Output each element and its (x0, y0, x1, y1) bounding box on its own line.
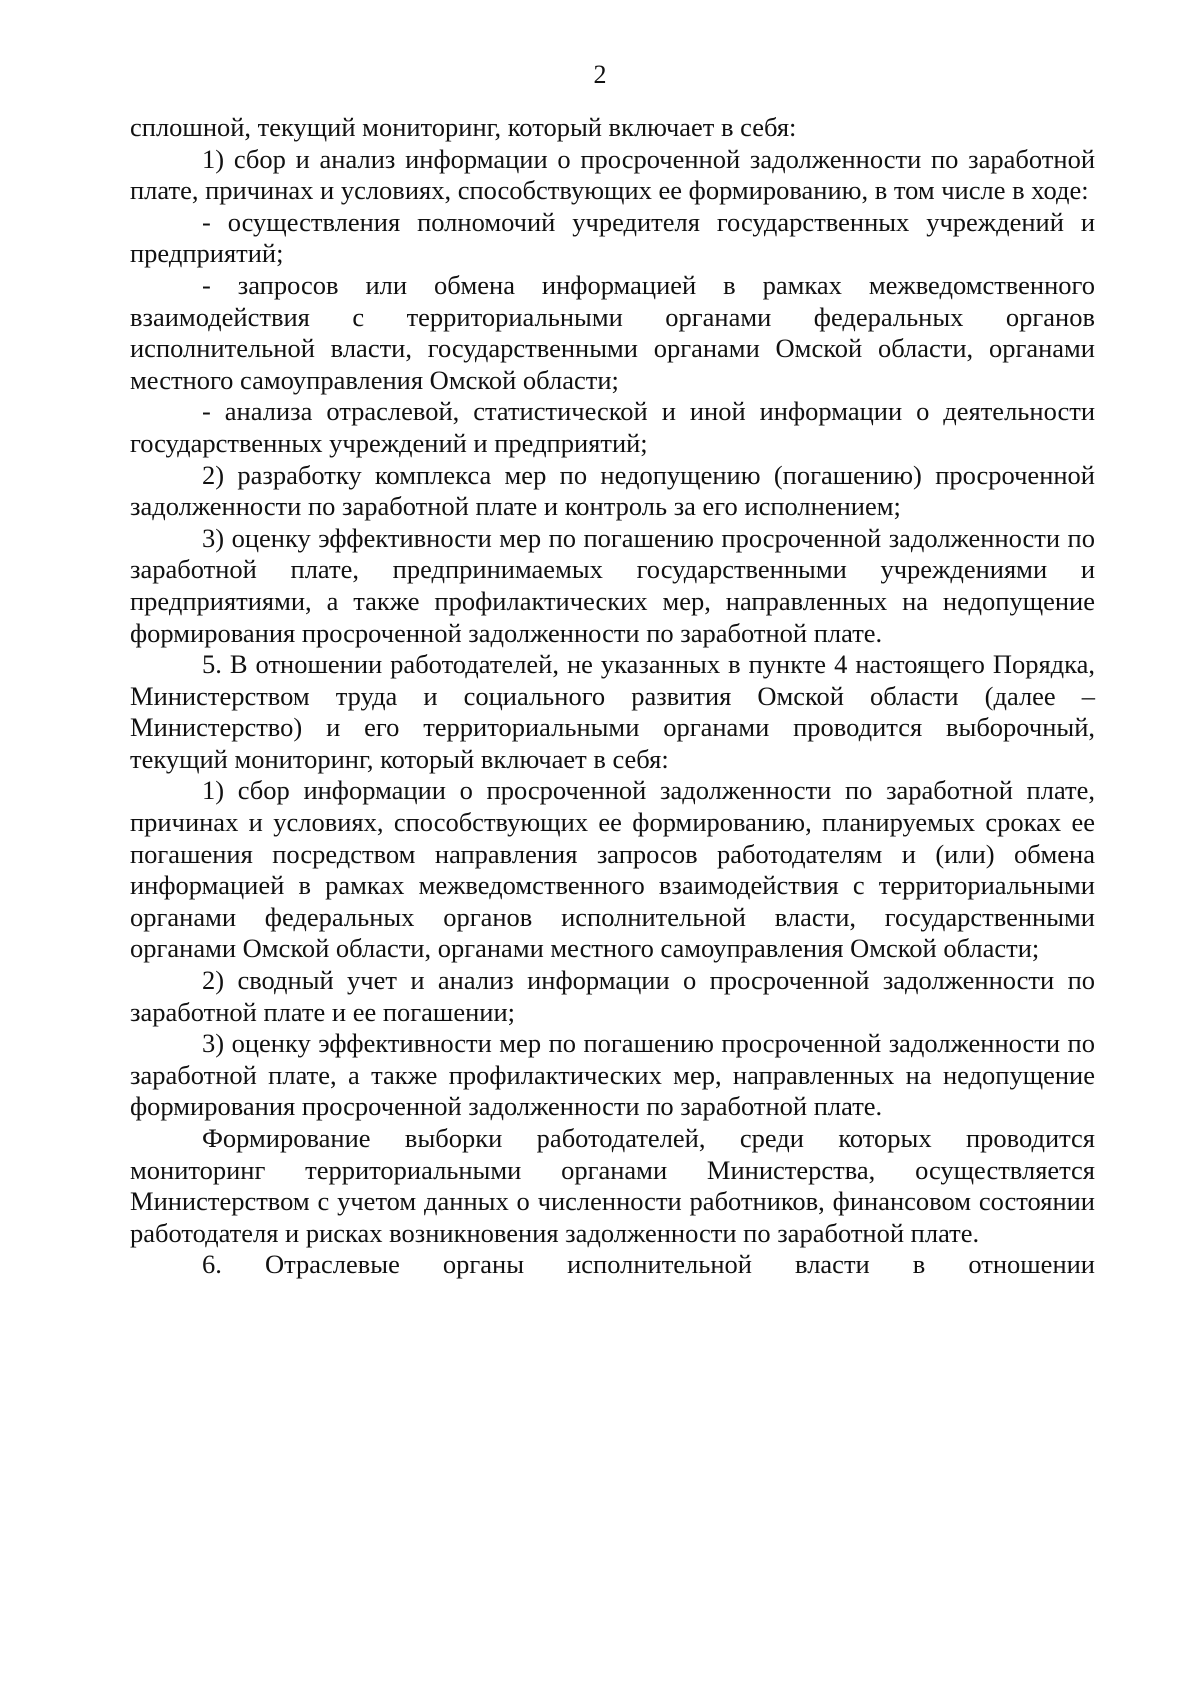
paragraph: сплошной, текущий мониторинг, который включает в себя: (130, 112, 797, 142)
paragraph: - анализа отраслевой, статистической и иной информации о деятельности государственных учреждений и предприятий; (130, 396, 1095, 458)
paragraph: 3) оценку эффективности мер по погашению просроченной задолженности по заработной плате, а также профилактических мер, направленных на недопущение формирования просроченной задолженности по заработной плате. (130, 1028, 1095, 1122)
paragraph: 1) сбор информации о просроченной задолженности по заработной плате, причинах и условиях, способствующих ее формированию, планируемых сроках ее погашения посредством направления запросов работодателям и (или) обмена информацией в рамках межведомственного взаимодействия с территориальными органами федеральных органов исполнительной власти, государственными органами Омской области, органами местного самоуправления Омской области; (130, 775, 1095, 964)
paragraph: 6. Отраслевые органы исполнительной власти в отношении (202, 1249, 1095, 1280)
paragraph: - запросов или обмена информацией в рамках межведомственного взаимодействия с территориальными органами федеральных органов исполнительной власти, государственными органами Омской области, органами местного самоуправления Омской области; (130, 269, 1095, 395)
paragraph: 2) разработку комплекса мер по недопущению (погашению) просроченной задолженности по заработной плате и контроль за его исполнением; (130, 459, 1095, 522)
paragraph: 1) сбор и анализ информации о просроченной задолженности по заработной плате, причинах и условиях, способствующих ее формированию, в том числе в ходе: (130, 143, 1095, 206)
paragraph: 2) сводный учет и анализ информации о просроченной задолженности по заработной плате и ее погашении; (130, 965, 1095, 1027)
paragraph: 3) оценку эффективности мер по погашению просроченной задолженности по заработной плате, предпринимаемых государственными учреждениями и предприятиями, а также профилактических мер, направленных на недопущение формирования просроченной задолженности по заработной плате. (130, 522, 1095, 648)
paragraph: Формирование выборки работодателей, среди которых проводится мониторинг территориальными органами Министерства, осуществляется Министерством с учетом данных о численности работников, финансовом состоянии работодателя и рисках возникновения задолженности по заработной плате. (130, 1123, 1095, 1248)
paragraph: 5. В отношении работодателей, не указанных в пункте 4 настоящего Порядка, Министерством труда и социального развития Омской области (далее – Министерство) и его территориальными органами проводится выборочный, текущий мониторинг, который включает в себя: (130, 649, 1095, 774)
paragraph: - осуществления полномочий учредителя государственных учреждений и предприятий; (130, 206, 1095, 269)
page-number: 2 (593, 60, 607, 89)
document-body (130, 112, 1095, 1281)
